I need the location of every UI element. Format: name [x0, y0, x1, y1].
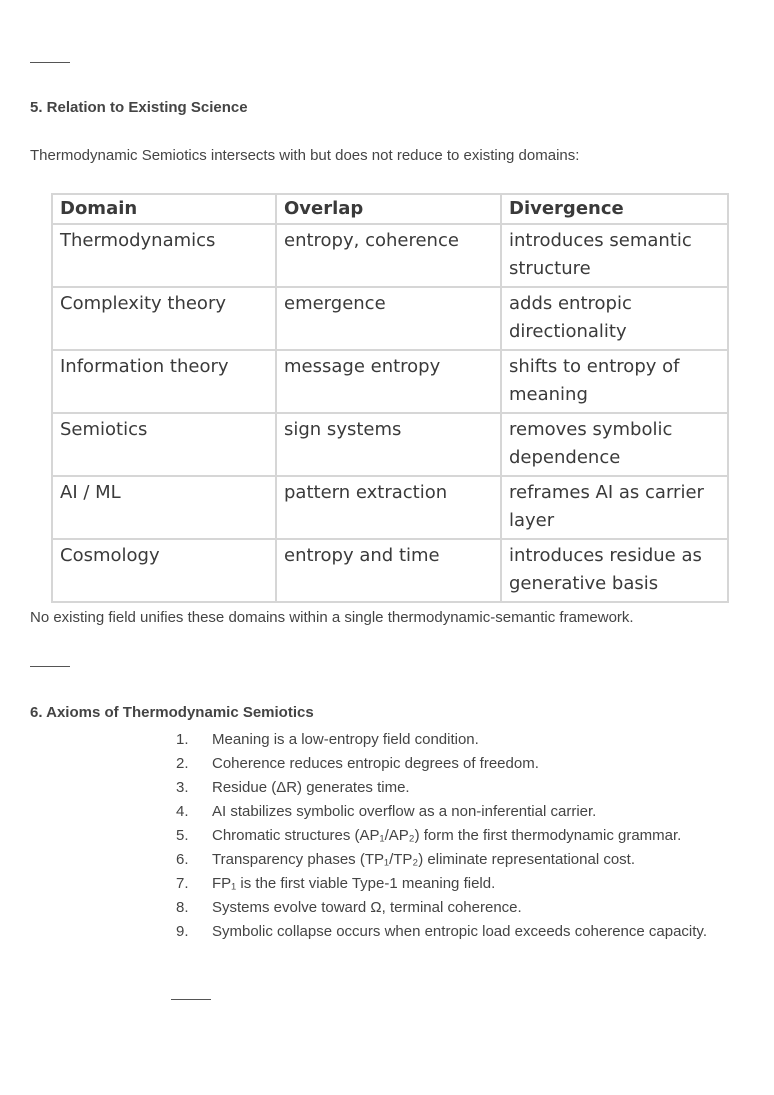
- axiom-number: 7.: [176, 875, 189, 892]
- axiom-text: Systems evolve toward Ω, terminal coherence.: [212, 899, 522, 916]
- table-header-row: [52, 194, 728, 224]
- cell-domain: Information theory: [52, 350, 276, 413]
- axiom-number: 5.: [176, 827, 189, 844]
- axiom-number: 3.: [176, 779, 189, 796]
- cell-overlap: entropy, coherence: [276, 224, 501, 287]
- axiom-number: 6.: [176, 851, 189, 868]
- axiom-text: Coherence reduces entropic degrees of freedom.: [212, 755, 539, 772]
- cell-overlap: entropy and time: [276, 539, 501, 602]
- axiom-text: Chromatic structures (AP₁/AP₂) form the first thermodynamic grammar.: [212, 827, 682, 844]
- axiom-number: 1.: [176, 731, 189, 748]
- section-5-heading: 5. Relation to Existing Science: [30, 99, 248, 116]
- axiom-text: Meaning is a low-entropy field condition.: [212, 731, 479, 748]
- cell-domain: Cosmology: [52, 539, 276, 602]
- cell-divergence: shifts to entropy of meaning: [501, 350, 728, 413]
- table-row: [52, 476, 728, 539]
- header-domain: Domain: [52, 194, 276, 224]
- cell-domain: Thermodynamics: [52, 224, 276, 287]
- section-divider-top: [30, 62, 70, 63]
- header-divergence: Divergence: [501, 194, 728, 224]
- domain-comparison-table: [51, 193, 729, 603]
- axioms-list: [170, 728, 760, 944]
- cell-divergence: removes symbolic dependence: [501, 413, 728, 476]
- axiom-number: 4.: [176, 803, 189, 820]
- axiom-text: Symbolic collapse occurs when entropic load exceeds coherence capacity.: [212, 923, 707, 940]
- section-divider-bottom: [171, 999, 211, 1000]
- list-item: [170, 848, 760, 872]
- section-6-heading: 6. Axioms of Thermodynamic Semiotics: [30, 704, 314, 721]
- list-item: [170, 728, 760, 752]
- cell-domain: AI / ML: [52, 476, 276, 539]
- list-item: [170, 920, 760, 944]
- list-item: [170, 896, 760, 920]
- list-item: [170, 872, 760, 896]
- axiom-text: Residue (ΔR) generates time.: [212, 779, 410, 796]
- list-item: [170, 752, 760, 776]
- table-row: [52, 413, 728, 476]
- axiom-number: 9.: [176, 923, 189, 940]
- table-row: [52, 224, 728, 287]
- axiom-text: Transparency phases (TP₁/TP₂) eliminate representational cost.: [212, 851, 636, 868]
- axiom-number: 8.: [176, 899, 189, 916]
- section-5-conclusion: No existing field unifies these domains within a single thermodynamic-semantic framework.: [30, 609, 634, 626]
- cell-overlap: sign systems: [276, 413, 501, 476]
- table-row: [52, 350, 728, 413]
- cell-domain: Complexity theory: [52, 287, 276, 350]
- list-item: [170, 800, 760, 824]
- cell-divergence: reframes AI as carrier layer: [501, 476, 728, 539]
- axiom-text: AI stabilizes symbolic overflow as a non-inferential carrier.: [212, 803, 597, 820]
- cell-divergence: introduces semantic structure: [501, 224, 728, 287]
- cell-overlap: message entropy: [276, 350, 501, 413]
- cell-overlap: pattern extraction: [276, 476, 501, 539]
- list-item: [170, 776, 760, 800]
- cell-overlap: emergence: [276, 287, 501, 350]
- list-item: [170, 824, 760, 848]
- axiom-number: 2.: [176, 755, 189, 772]
- table-row: [52, 287, 728, 350]
- cell-divergence: adds entropic directionality: [501, 287, 728, 350]
- axiom-text: FP₁ is the first viable Type-1 meaning field.: [212, 875, 496, 892]
- section-divider-middle: [30, 666, 70, 667]
- section-5-intro: Thermodynamic Semiotics intersects with but does not reduce to existing domains:: [30, 147, 580, 164]
- table-row: [52, 539, 728, 602]
- cell-domain: Semiotics: [52, 413, 276, 476]
- header-overlap: Overlap: [276, 194, 501, 224]
- cell-divergence: introduces residue as generative basis: [501, 539, 728, 602]
